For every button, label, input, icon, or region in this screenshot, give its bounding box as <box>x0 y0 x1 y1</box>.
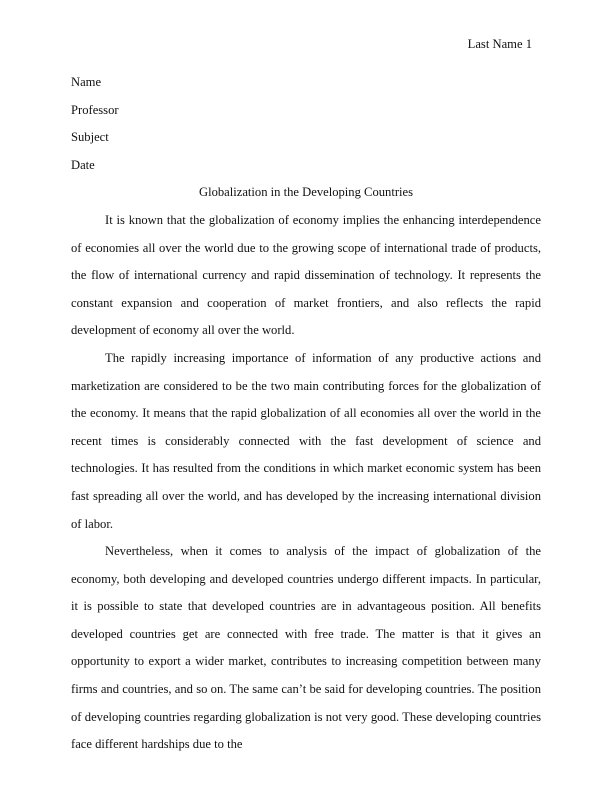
paragraph-3: Nevertheless, when it comes to analysis of the impact of globalization of the economy, both developing and developed countries undergo different impacts. In particular, it is possible to state that developed countries are in advantageous position. All benefits developed countries get are connected with free trade. The matter is that it gives an opportunity to export a wider market, contributes to increasing competition between many firms and countries, and so on. The same can’t be said for developing countries. The position of developing countries regarding globalization is not very good. These developing countries face different hardships due to the <box>71 544 541 752</box>
document-title: Globalization in the Developing Countries <box>198 185 414 200</box>
author-name: Name <box>71 75 102 89</box>
document-body <box>71 69 541 759</box>
paragraph-2: The rapidly increasing importance of information of any productive actions and marketization are considered to be the two main contributing forces for the globalization of the economy. It means that the rapid globalization of all economies all over the world in the recent times is considerably connected with the fast development of science and technologies. It has resulted from the conditions in which market economic system has been fast spreading all over the world, and has developed by the increasing international division of labor. <box>71 350 541 531</box>
paragraph-1: It is known that the globalization of economy implies the enhancing interdependence of economies all over the world due to the growing scope of international trade of products, the flow of international currency and rapid dissemination of technology. It represents the constant expansion and cooperation of market frontiers, and also reflects the rapid development of economy all over the world. <box>71 212 541 338</box>
running-head: Last Name 1 <box>467 37 532 51</box>
professor-name: Professor <box>71 102 119 117</box>
course-subject: Subject <box>71 130 109 145</box>
submission-date: Date <box>71 157 95 172</box>
